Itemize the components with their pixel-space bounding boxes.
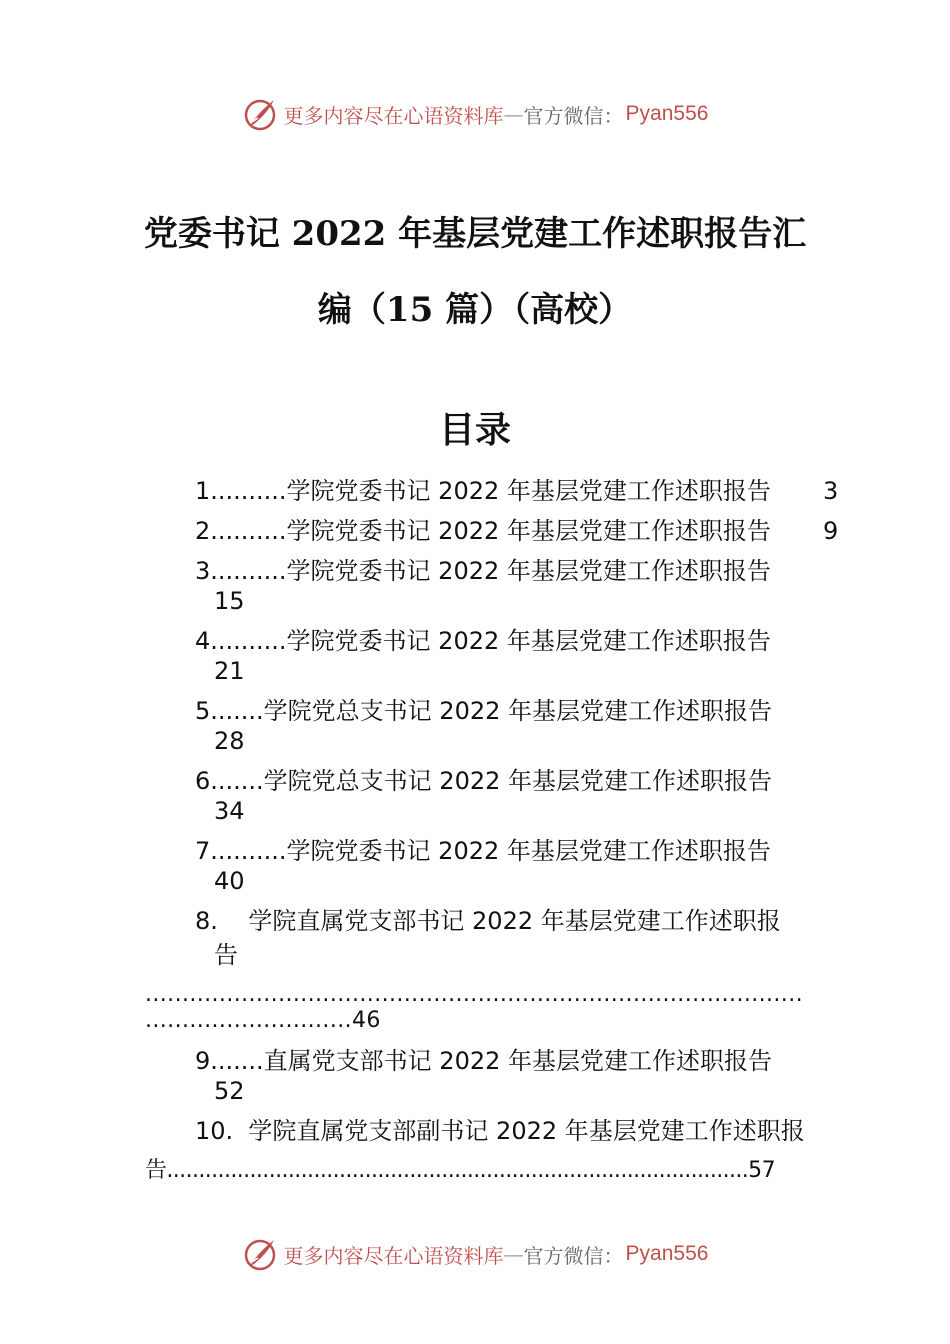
banner-wechat-id: Pyan556 [625,102,709,125]
toc-entry-5[interactable]: 5.......学院党总支书记 2022 年基层党建工作述职报告 [195,697,773,725]
toc-entry-6-page: 34 [214,797,245,825]
quill-logo-icon [242,96,278,132]
banner-text: 更多内容尽在心语资料库 [283,103,504,128]
toc-entry-8-continuation: 告 [214,941,238,969]
toc-entry-2-page: 9 [823,517,839,545]
banner-separator: — [503,1242,524,1266]
toc-entry-4[interactable]: 4..........学院党委书记 2022 年基层党建工作述职报告 [195,627,771,655]
toc-entry-3[interactable]: 3..........学院党委书记 2022 年基层党建工作述职报告 [195,557,771,585]
banner-text: 更多内容尽在心语资料库 [283,1243,504,1268]
toc-entry-8-page-line: ............................46 [145,1008,381,1033]
banner-separator: — [503,102,524,126]
document-title-line-2: 编（15 篇）（高校） [317,290,633,330]
banner-label: 官方微信： [523,103,624,128]
toc-entry-6[interactable]: 6.......学院党总支书记 2022 年基层党建工作述职报告 [195,767,773,795]
toc-entry-9-page: 52 [214,1077,245,1105]
toc-entry-1[interactable]: 1..........学院党委书记 2022 年基层党建工作述职报告 [195,477,771,505]
toc-entry-10[interactable]: 10. 学院直属党支部副书记 2022 年基层党建工作述职报 [195,1117,805,1145]
toc-entry-10-page-line: 告...........................................................................................57 [145,1158,775,1183]
toc-entry-1-page: 3 [823,477,839,505]
document-title-line-1: 党委书记 2022 年基层党建工作述职报告汇 [143,214,807,254]
toc-entry-7-page: 40 [214,867,245,895]
toc-entry-8-leader: ......................................................................................... [145,982,803,1007]
toc-entry-4-page: 21 [214,657,245,685]
toc-entry-7[interactable]: 7..........学院党委书记 2022 年基层党建工作述职报告 [195,837,771,865]
header-banner [0,94,950,134]
toc-entry-9[interactable]: 9.......直属党支部书记 2022 年基层党建工作述职报告 [195,1047,773,1075]
quill-logo-icon [242,1236,278,1272]
toc-entry-3-page: 15 [214,587,245,615]
banner-label: 官方微信： [523,1243,624,1268]
toc-entry-5-page: 28 [214,727,245,755]
footer-banner [0,1234,950,1274]
banner-wechat-id: Pyan556 [625,1242,709,1265]
toc-entry-2[interactable]: 2..........学院党委书记 2022 年基层党建工作述职报告 [195,517,771,545]
toc-entry-8[interactable]: 8. 学院直属党支部书记 2022 年基层党建工作述职报 [195,907,781,935]
toc-heading: 目录 [438,409,511,451]
